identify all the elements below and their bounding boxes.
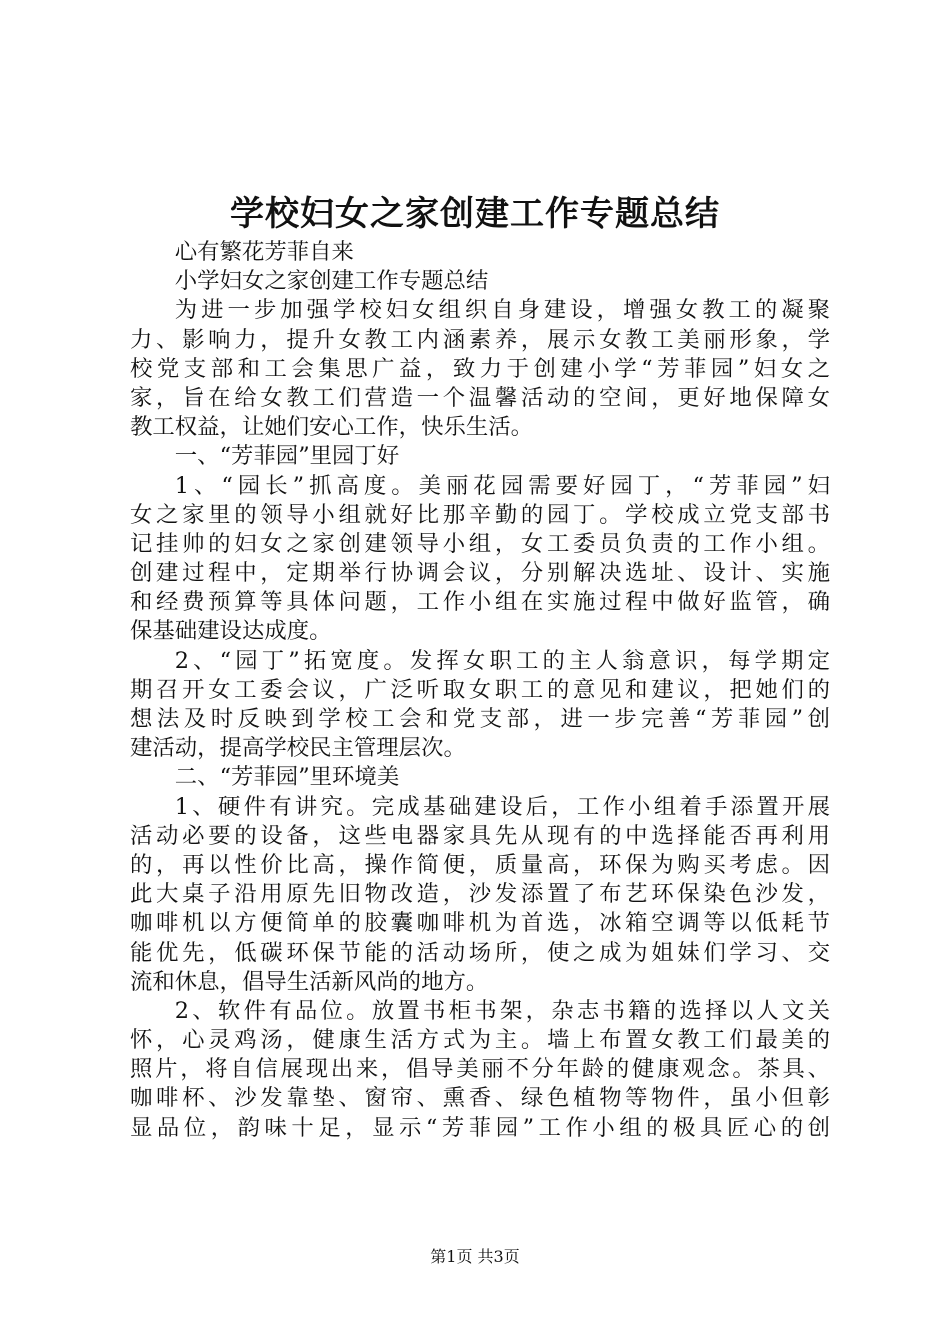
text-line: 咖啡机以方便简单的胶囊咖啡机为首选，冰箱空调等以低耗节 — [130, 910, 834, 937]
text-line: 咖啡杯、沙发靠垫、窗帘、熏香、绿色植物等物件，虽小但彰 — [130, 1085, 834, 1112]
text-line: 校党支部和工会集思广益，致力于创建小学“芳菲园”妇女之 — [130, 355, 835, 382]
text-line: 照片，将自信展现出来，倡导美丽不分年龄的健康观念。茶具、 — [130, 1056, 833, 1083]
text-line: 记挂帅的妇女之家创建领导小组，女工委员负责的工作小组。 — [130, 530, 834, 557]
text-line: 1、硬件有讲究。完成基础建设后，工作小组着手添置开展 — [174, 793, 834, 820]
text-line: 1、“园长”抓高度。美丽花园需要好园丁，“芳菲园”妇 — [174, 472, 835, 499]
text-line: 一、“芳菲园”里园丁好 — [174, 443, 400, 470]
text-line: 创建过程中，定期举行协调会议，分别解决选址、设计、实施 — [130, 560, 834, 587]
text-line: 心有繁花芳菲自来 — [174, 239, 354, 265]
text-line: 女之家里的领导小组就好比那辛勤的园丁。学校成立党支部书 — [130, 501, 834, 528]
text-line: 小学妇女之家创建工作专题总结 — [174, 268, 489, 295]
text-line: 期召开女工委会议，广泛听取女职工的意见和建议，把她们的 — [130, 676, 834, 703]
text-line: 力、影响力，提升女教工内涵素养，展示女教工美丽形象，学 — [130, 326, 834, 353]
text-line: 此大桌子沿用原先旧物改造，沙发添置了布艺环保染色沙发， — [130, 881, 834, 908]
text-line: 家，旨在给女教工们营造一个温馨活动的空间，更好地保障女 — [130, 384, 834, 411]
document-title: 学校妇女之家创建工作专题总结 — [230, 194, 720, 234]
text-line: 活动必要的设备，这些电器家具先从现有的中选择能否再利用 — [130, 822, 834, 849]
text-line: 保基础建设达成度。 — [130, 618, 332, 645]
text-line: 2、软件有品位。放置书柜书架，杂志书籍的选择以人文关 — [174, 997, 834, 1024]
page-footer: 第1页 共3页 — [430, 1247, 520, 1266]
text-line: 和经费预算等具体问题，工作小组在实施过程中做好监管，确 — [130, 589, 834, 616]
text-line: 想法及时反映到学校工会和党支部，进一步完善“芳菲园”创 — [130, 706, 835, 732]
document-body — [130, 238, 835, 1143]
text-line: 建活动，提高学校民主管理层次。 — [130, 735, 466, 762]
text-line: 的，再以性价比高，操作简便，质量高，环保为购买考虑。因 — [130, 851, 834, 878]
text-line: 为进一步加强学校妇女组织自身建设，增强女教工的凝聚 — [174, 297, 834, 324]
text-line: 显品位，韵味十足，显示“芳菲园”工作小组的极具匠心的创 — [130, 1114, 835, 1141]
text-line: 2、“园丁”拓宽度。发挥女职工的主人翁意识，每学期定 — [174, 647, 835, 674]
text-line: 流和休息，倡导生活新风尚的地方。 — [130, 968, 489, 995]
text-line: 二、“芳菲园”里环境美 — [174, 764, 400, 791]
text-line: 能优先，低碳环保节能的活动场所，使之成为姐妹们学习、交 — [130, 939, 834, 966]
text-line: 教工权益，让她们安心工作，快乐生活。 — [130, 414, 534, 441]
text-line: 怀，心灵鸡汤，健康生活方式为主。墙上布置女教工们最美的 — [130, 1027, 834, 1054]
